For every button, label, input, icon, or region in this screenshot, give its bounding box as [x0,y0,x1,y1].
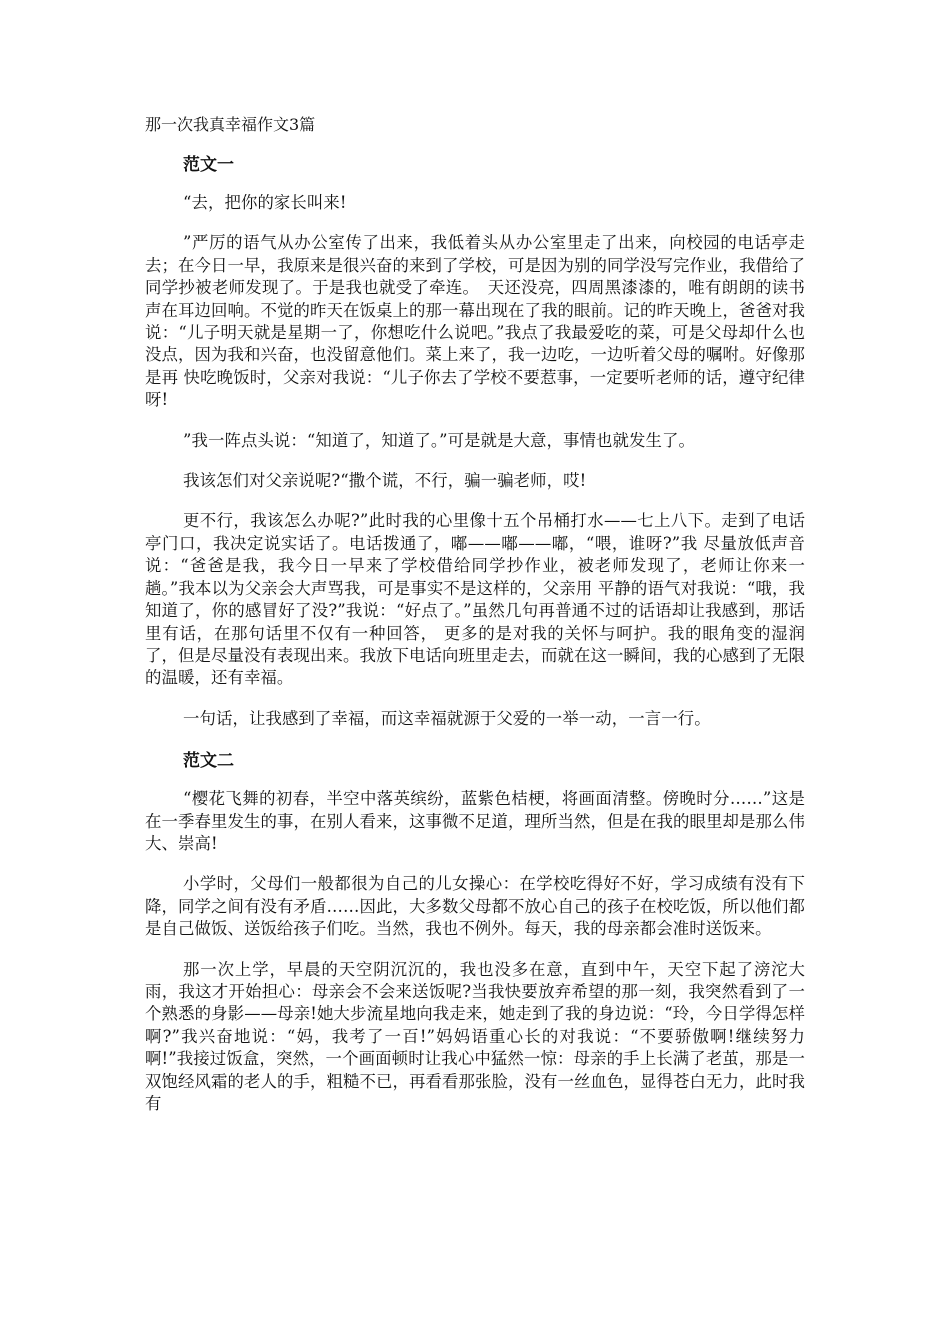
paragraph: “去，把你的家长叫来! [183,193,347,212]
document-page [145,112,805,1133]
paragraph: ”严厉的语气从办公室传了出来，我低着头从办公室里走了出来，向校园的电话亭走去；在今日一早，我原来是很兴奋的来到了学校，可是因为别的同学没写完作业，我借给了同学抄被老师发现了。于是我也就受了牵连。 天还没亮，四周黑漆漆的，唯有朗朗的读书声在耳边回响。不觉的昨天在饭桌上的那一幕出现在了我的眼前。记的昨天晚上，爸爸对我说：“儿子明天就是星期一了，你想吃什么说吧。”我点了我最爱吃的菜，可是父母却什么也没点，因为我和兴奋，也没留意他们。菜上来了，我一边吃，一边听着父母的嘱咐。好像那是再 快吃晚饭时，父亲对我说：“儿子你去了学校不要惹事，一定要听老师的话，遵守纪律呀! [145,233,805,410]
document-title: 那一次我真幸福作文3篇 [145,115,316,134]
paragraph: ”我一阵点头说：“知道了，知道了。”可是就是大意，事情也就发生了。 [183,430,695,450]
paragraph: 一句话，让我感到了幸福，而这幸福就源于父爱的一举一动，一言一行。 [183,708,711,728]
paragraph: 更不行，我该怎么办呢?”此时我的心里像十五个吊桶打水——七上八下。走到了电话亭门口，我决定说实话了。电话拨通了，嘟——嘟——嘟，“喂，谁呀?”我 尽量放低声音说：“爸爸是我，我今日一早来了学校借给同学抄作业，被老师发现了，老师让你来一趟。”我本以为父亲会大声骂我，可是事实不是这样的，父亲用 平静的语气对我说：“哦，我知道了，你的感冒好了没?”我说：“好点了。”虽然几句再普通不过的话语却让我感到，那话里有话，在那句话里不仅有一种回答， 更多的是对我的关怀与呵护。我的眼角变的湿润了，但是尽量没有表现出来。我放下电话向班里走去，而就在这一瞬间，我的心感到了无限的温暖，还有幸福。 [145,511,805,688]
section-heading: 范文二 [183,751,234,772]
section-heading: 范文一 [183,155,234,175]
paragraph: “樱花飞舞的初春，半空中落英缤纷，蓝紫色桔梗，将画面清整。傍晚时分……”这是在一季春里发生的事，在别人看来，这事微不足道，理所当然，但是在我的眼里却是那么伟大、崇高! [145,789,805,853]
section-essay-2 [145,748,805,1115]
paragraph: 那一次上学，早晨的天空阴沉沉的，我也没多在意，直到中午，天空下起了滂沱大雨，我这才开始担心：母亲会不会来送饭呢?当我快要放弃希望的那一刻，我突然看到了一个熟悉的身影——母亲!她大步流星地向我走来，她走到了我的身边说：“玲，今日学得怎样啊?”我兴奋地说：“妈，我考了一百!”妈妈语重心长的对我说：“不要骄傲啊!继续努力啊!”我接过饭盒，突然，一个画面顿时让我心中猛然一惊：母亲的手上长满了老茧，那是一双饱经风霜的老人的手，粗糙不已，再看看那张脸，没有一丝血色，显得苍白无力，此时我有 [145,959,805,1113]
paragraph: 我该怎们对父亲说呢?“撒个谎，不行，骗一骗老师，哎! [183,471,587,491]
paragraph: 小学时，父母们一般都很为自己的儿女操心：在学校吃得好不好，学习成绩有没有下降，同学之间有没有矛盾……因此，大多数父母都不放心自己的孩子在校吃饭，所以他们都是自己做饭、送饭给孩子们吃。当然，我也不例外。每天，我的母亲都会准时送饭来。 [145,874,805,939]
section-essay-1 [145,152,805,730]
